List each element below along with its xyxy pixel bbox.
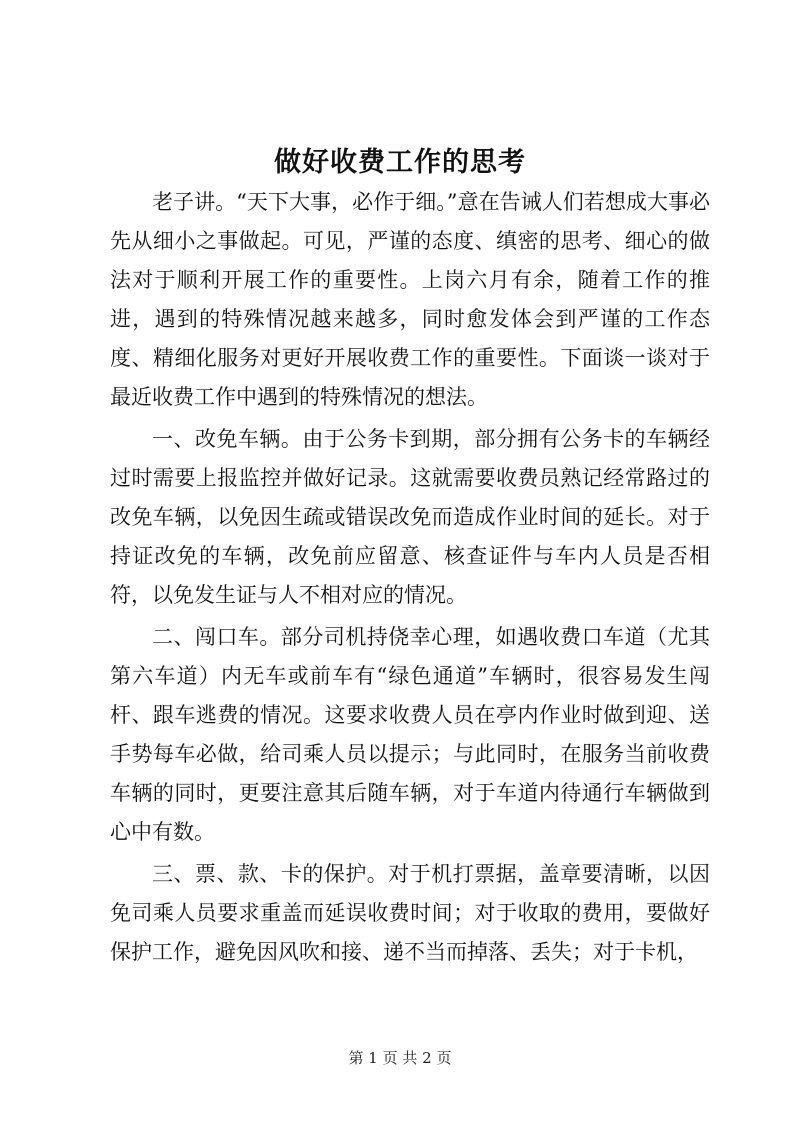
paragraph-intro: 老子讲。“天下大事，必作于细。”意在告诫人们若想成大事必先从细小之事做起。可见，严谨的态度、缜密的思考、细心的做法对于顺利开展工作的重要性。上岗六月有余，随着工作的推进，遇到的特殊情况越来越多，同时愈发体会到严谨的工作态度、精细化服务对更好开展收费工作的重要性。下面谈一谈对于最近收费工作中遇到的特殊情况的想法。 <box>110 190 710 409</box>
page-footer: 第 1 页 共 2 页 <box>348 1049 452 1067</box>
paragraph-ticket-protection: 三、票、款、卡的保护。对于机打票据，盖章要清晰，以因免司乘人员要求重盖而延误收费时间；对于收取的费用，要做好保护工作，避免因风吹和接、递不当而掉落、丢失；对于卡机， <box>110 862 710 964</box>
paragraph-gate-runners: 二、闯口车。部分司机持侥幸心理，如遇收费口车道（尤其第六车道）内无车或前车有“绿色通道”车辆时，很容易发生闯杆、跟车逃费的情况。这要求收费人员在亭内作业时做到迎、送手势每车必做，给司乘人员以提示；与此同时，在服务当前收费车辆的同时，更要注意其后随车辆，对于车道内待通行车辆做到心中有数。 <box>110 625 710 844</box>
paragraph-exempt-vehicles: 一、改免车辆。由于公务卡到期，部分拥有公务卡的车辆经过时需要上报监控并做好记录。这就需要收费员熟记经常路过的改免车辆，以免因生疏或错误改免而造成作业时间的延长。对于持证改免的车辆，改免前应留意、核查证件与车内人员是否相符，以免发生证与人不相对应的情况。 <box>110 427 710 607</box>
document-body <box>110 183 710 972</box>
page-title: 做好收费工作的思考 <box>274 147 526 178</box>
